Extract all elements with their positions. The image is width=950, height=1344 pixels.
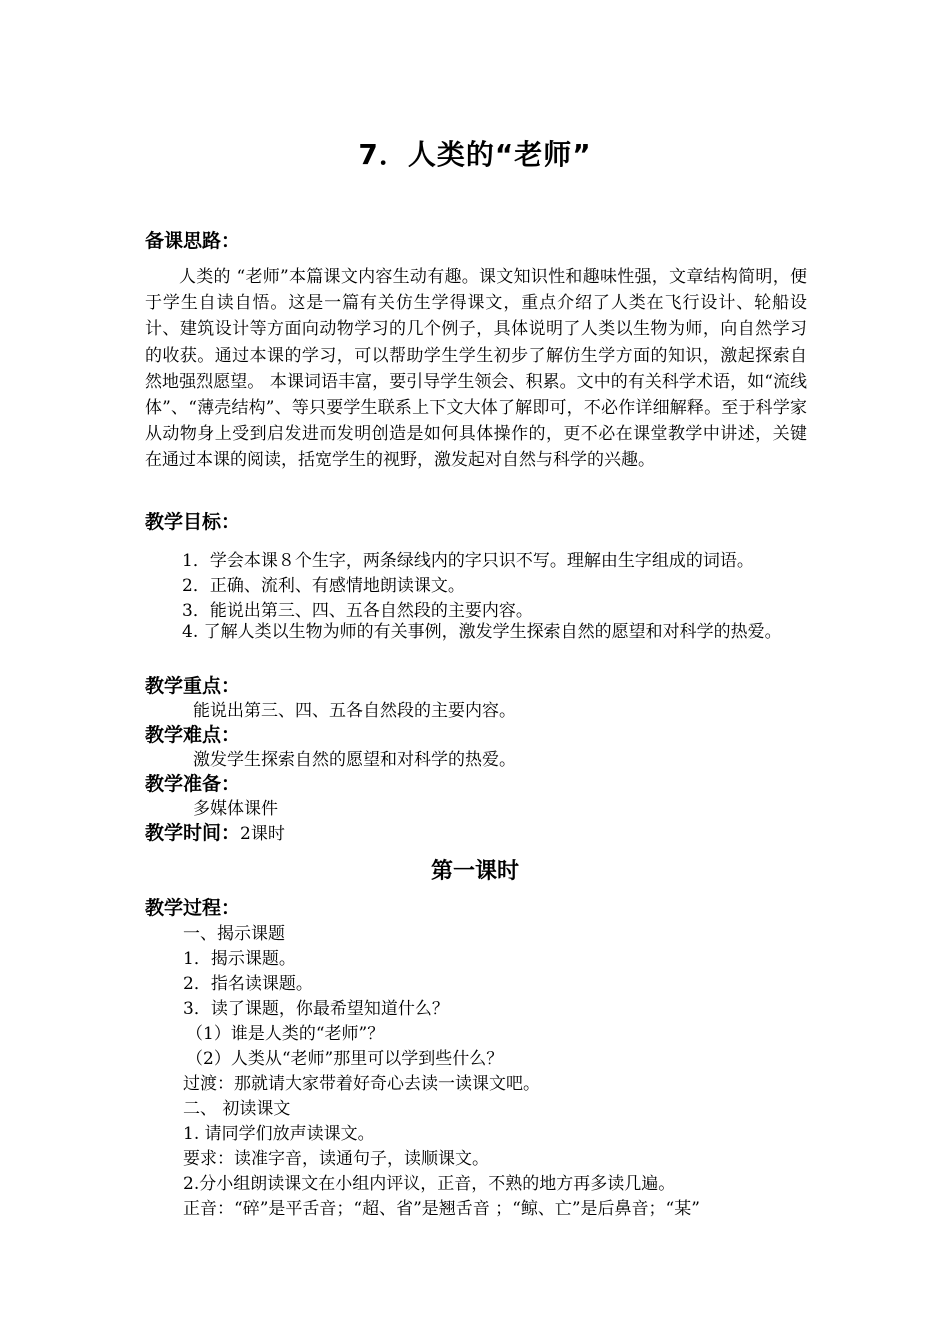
key-heading: 教学重点： [145, 675, 241, 697]
document-title: 7．人类的“老师” [358, 138, 592, 171]
prepare-text: 多媒体课件 [193, 799, 278, 819]
goal-item: 4. 了解人类以生物为师的有关事例，激发学生探索自然的愿望和对科学的热爱。 [182, 622, 782, 642]
process-step: 2．指名读课题。 [183, 974, 313, 994]
process-step: 1．揭示课题。 [183, 949, 296, 969]
process-heading: 教学过程： [145, 897, 241, 919]
key-text: 能说出第三、四、五各自然段的主要内容。 [193, 701, 516, 721]
process-step: 正音：“碎”是平舌音；“超、省”是翘舌音 ；“鲸、亡”是后鼻音；“某” [183, 1199, 700, 1219]
process-step: （2）人类从“老师”那里可以学到些什么？ [186, 1049, 504, 1069]
lesson-title: 第一课时 [430, 859, 519, 884]
process-step: 一、揭示课题 [183, 924, 285, 944]
time-row [145, 818, 285, 845]
process-step: 二、 初读课文 [183, 1099, 291, 1119]
difficulty-text: 激发学生探索自然的愿望和对科学的热爱。 [193, 750, 516, 770]
process-step: 1. 请同学们放声读课文。 [183, 1124, 375, 1144]
process-step: 过渡：那就请大家带着好奇心去读一读课文吧。 [183, 1074, 540, 1094]
prep-paragraph: 人类的 “老师”本篇课文内容生动有趣。课文知识性和趣味性强，文章结构简明，便于学生自读自悟。这是一篇有关仿生学得课文，重点介绍了人类在飞行设计、轮船设计、建筑设计等方面向动物学习的几个例子，具体说明了人类以生物为师，向自然学习的收获。通过本课的学习，可以帮助学生学生初步了解仿生学方面的知识，激起探索自然地强烈愿望。 本课词语丰富，要引导学生领会、积累。文中的有关科学术语，如“流线体”、“薄壳结构”、等只要学生联系上下文大体了解即可，不必作详细解释。至于科学家从动物身上受到启发进而发明创造是如何具体操作的，更不必在课堂教学中讲述，关键在通过本课的阅读，括宽学生的视野，激发起对自然与科学的兴趣。 [145, 267, 807, 471]
prep-heading: 备课思路： [145, 230, 241, 252]
goal-item: 1．学会本课８个生字，两条绿线内的字只识不写。理解由生字组成的词语。 [182, 551, 754, 571]
prepare-heading: 教学准备： [145, 773, 241, 795]
time-heading: 教学时间： [145, 822, 241, 844]
difficulty-heading: 教学难点： [145, 724, 241, 746]
process-step: 2.分小组朗读课文在小组内评议，正音，不熟的地方再多读几遍。 [183, 1174, 676, 1194]
process-step: 3．读了课题，你最希望知道什么？ [183, 999, 449, 1019]
time-text: 2课时 [240, 824, 285, 844]
process-step: 要求：读准字音，读通句子，读顺课文。 [183, 1149, 489, 1169]
goals-heading: 教学目标： [145, 511, 241, 533]
goal-item: 2．正确、流利、有感情地朗读课文。 [182, 576, 465, 596]
goal-item: 3．能说出第三、四、五各自然段的主要内容。 [182, 601, 533, 621]
process-step: （1）谁是人类的“老师”？ [186, 1024, 385, 1044]
